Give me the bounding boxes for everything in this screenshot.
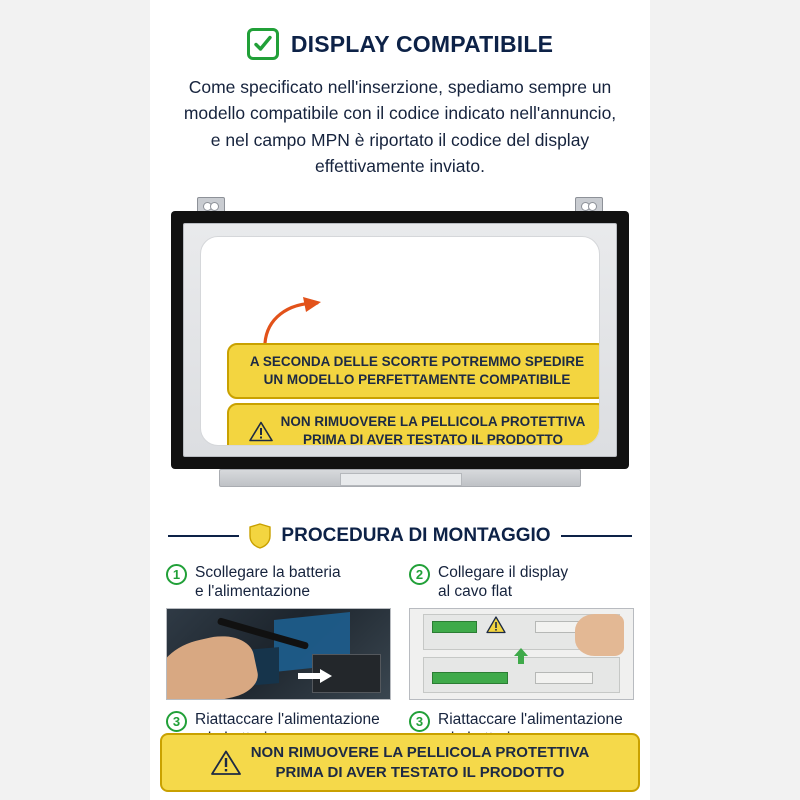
- lcd-panel: [171, 211, 629, 469]
- step-1: [166, 563, 391, 710]
- step-1-line-1: Scollegare la batteria: [195, 564, 341, 581]
- footer-line-1: NON RIMUOVERE LA PELLICOLA PROTETTIVA: [250, 744, 590, 761]
- step-1-text: [195, 563, 341, 602]
- film-warning-line-2: PRIMA DI AVER TESTATO IL PRODOTTO: [302, 432, 563, 446]
- fingers-shape: [575, 614, 624, 655]
- intro-paragraph: [166, 74, 634, 179]
- film-warning-line-1: NON RIMUOVERE LA PELLICOLA PROTETTIVA: [280, 414, 586, 429]
- intro-line-3: e nel campo MPN è riportato il codice del display: [210, 129, 590, 150]
- footer-warning-banner: [160, 733, 640, 792]
- warning-triangle-small-icon: [486, 616, 506, 634]
- step-1-number: 1: [166, 564, 187, 585]
- content-column: [150, 0, 650, 800]
- procedure-section-header: [168, 523, 632, 549]
- shield-icon: [249, 523, 271, 549]
- step-2-head: [409, 563, 634, 602]
- lcd-screen-inner: [200, 236, 600, 446]
- check-box-icon: [247, 28, 279, 60]
- footer-line-2: PRIMA DI AVER TESTATO IL PRODOTTO: [275, 763, 565, 781]
- page-title: DISPLAY COMPATIBILE: [290, 30, 554, 57]
- flat-cable-connector-d: [535, 672, 593, 684]
- step-2-line-1: Collegare il display: [438, 564, 569, 581]
- warning-triangle-footer-icon: [211, 750, 241, 776]
- intro-line-2: modello compatibile con il codice indicato nell'annuncio,: [183, 103, 617, 124]
- green-up-arrow-icon: [513, 648, 529, 664]
- step-2-photo: [409, 608, 634, 700]
- step-3-left-line-1: Riattaccare l'alimentazione: [195, 710, 380, 728]
- lcd-screen-surface: [183, 223, 617, 457]
- step-3-right-line-1: Riattaccare l'alimentazione: [438, 710, 623, 728]
- step-3-left-number: 3: [166, 711, 187, 732]
- divider-left: [168, 535, 239, 537]
- compatibility-notice-line-2: UN MODELLO PERFETTAMENTE COMPATIBILE: [263, 372, 571, 388]
- divider-right: [561, 535, 632, 537]
- intro-line-4: effettivamente inviato.: [315, 155, 485, 176]
- compatibility-notice: [227, 343, 600, 399]
- intro-line-1: Come specificato nell'inserzione, spediamo sempre un: [188, 77, 612, 97]
- compatibility-notice-line-1: A SECONDA DELLE SCORTE POTREMMO SPEDIRE: [249, 354, 585, 369]
- procedure-title: PROCEDURA DI MONTAGGIO: [281, 525, 551, 546]
- curved-arrow-icon: [261, 295, 331, 347]
- panel-bottom-strip: [219, 469, 581, 487]
- white-arrow-icon: [298, 669, 332, 683]
- display-illustration: [165, 197, 635, 497]
- step-3-right-number: 3: [409, 711, 430, 732]
- film-warning-notice: [227, 403, 600, 446]
- step-2: [409, 563, 634, 710]
- step-1-line-2: e l'alimentazione: [195, 583, 310, 601]
- flat-cable-connector-a: [432, 621, 477, 633]
- header: [150, 0, 650, 60]
- step-2-number: 2: [409, 564, 430, 585]
- right-gutter: [650, 0, 800, 800]
- left-gutter: [0, 0, 150, 800]
- step-1-head: [166, 563, 391, 602]
- flat-cable-connector-c: [432, 672, 508, 684]
- steps-grid: [166, 563, 634, 755]
- step-2-line-2: al cavo flat: [438, 583, 513, 601]
- warning-triangle-icon: [249, 421, 273, 442]
- hand-shape: [166, 630, 262, 700]
- step-1-photo: [166, 608, 391, 700]
- step-2-text: [438, 563, 568, 602]
